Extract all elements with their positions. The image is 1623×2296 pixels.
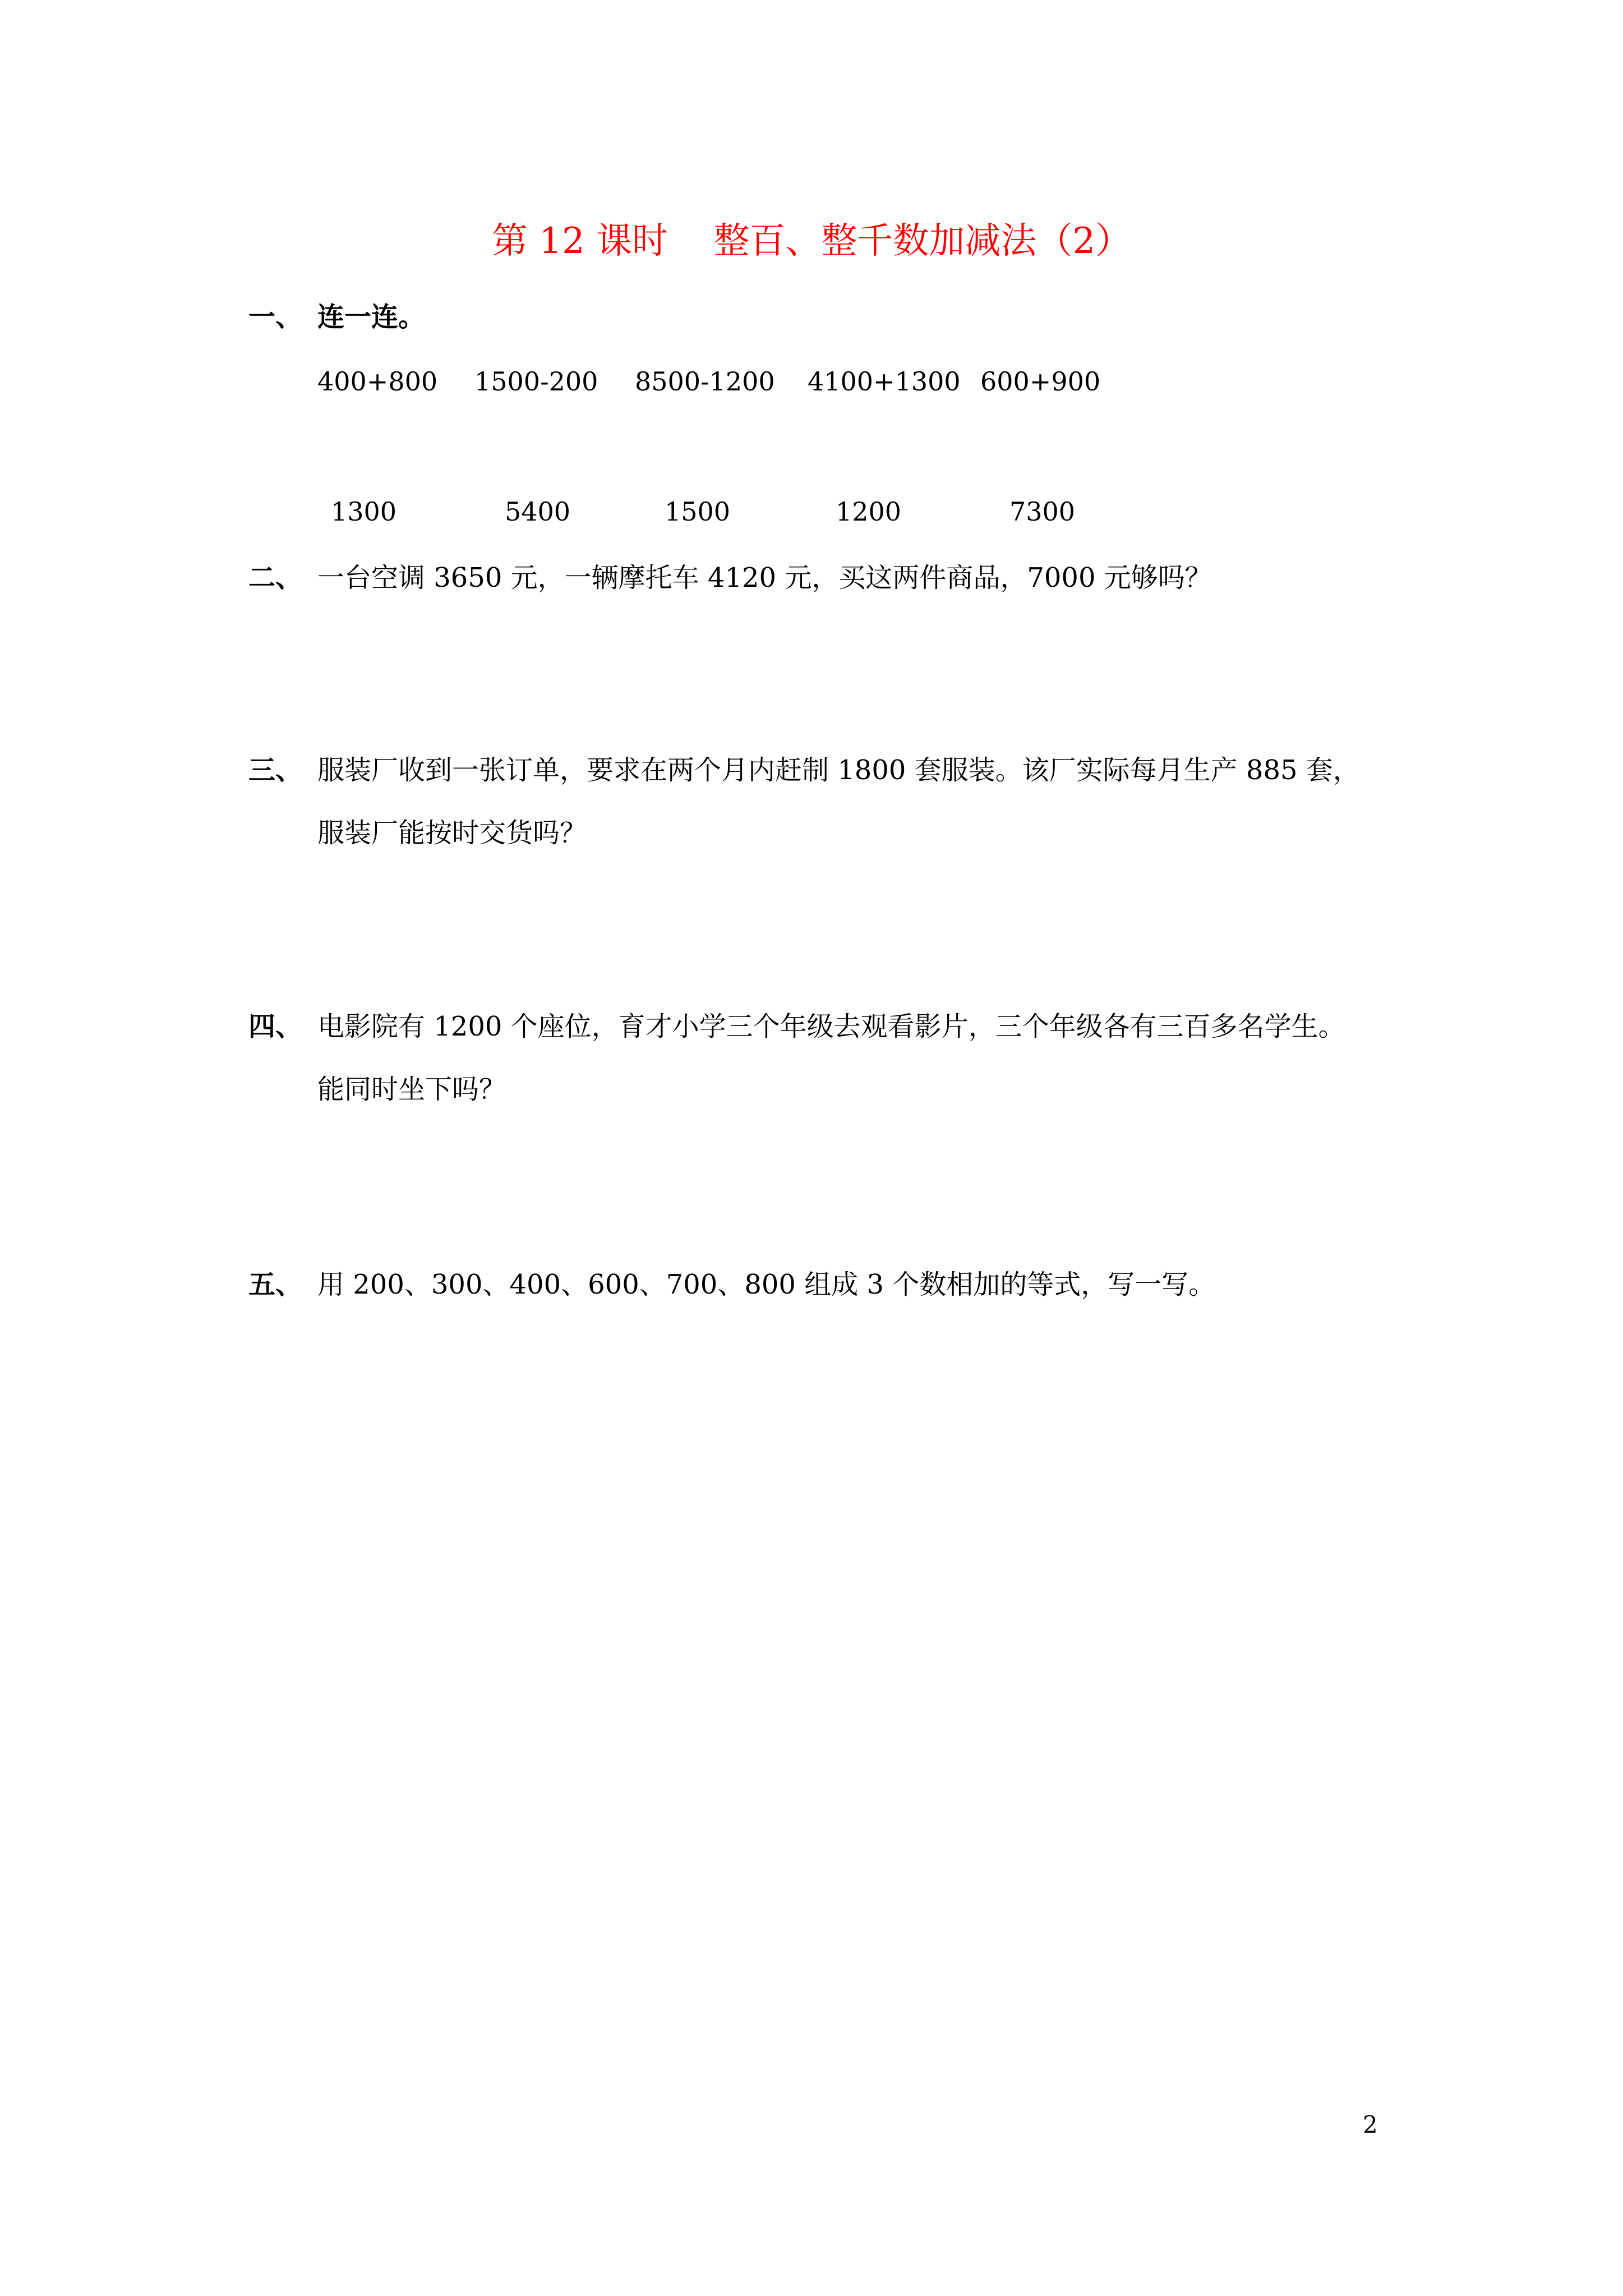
expression-item: 4100+1300 [808,366,961,397]
answer-item: 1200 [836,496,902,527]
expression-item: 600+900 [980,366,1101,397]
q5-text: 用 200、300、400、600、700、800 组成 3 个数相加的等式，写一写。 [317,1269,1216,1300]
answer-item: 7300 [1009,496,1076,527]
q2-number: 二、 [248,562,303,593]
q1-number: 一、 [248,301,303,333]
answer-item: 5400 [505,496,571,527]
q4-text-line1: 电影院有 1200 个座位，育才小学三个年级去观看影片，三个年级各有三百多名学生。 [317,1011,1345,1042]
q4-number: 四、 [248,1011,303,1042]
q1-instruction: 连一连。 [317,301,426,333]
expression-item: 8500-1200 [635,366,775,397]
q5-number: 五、 [248,1269,303,1300]
q4-text-line2: 能同时坐下吗？ [317,1074,506,1105]
q2-text: 一台空调 3650 元，一辆摩托车 4120 元，买这两件商品，7000 元够吗？ [317,562,1212,593]
q3-text-line1: 服装厂收到一张订单，要求在两个月内赶制 1800 套服装。该厂实际每月生产 885 套， [317,754,1360,786]
lesson-title: 第 12 课时 整百、整千数加减法（2） [491,220,1132,262]
expression-item: 1500-200 [474,366,598,397]
answer-item: 1500 [665,496,731,527]
q3-number: 三、 [248,754,303,786]
q3-text-line2: 服装厂能按时交货吗？ [317,817,587,849]
answer-item: 1300 [331,496,397,527]
page-number: 2 [1363,2111,1378,2138]
expression-item: 400+800 [317,366,438,397]
